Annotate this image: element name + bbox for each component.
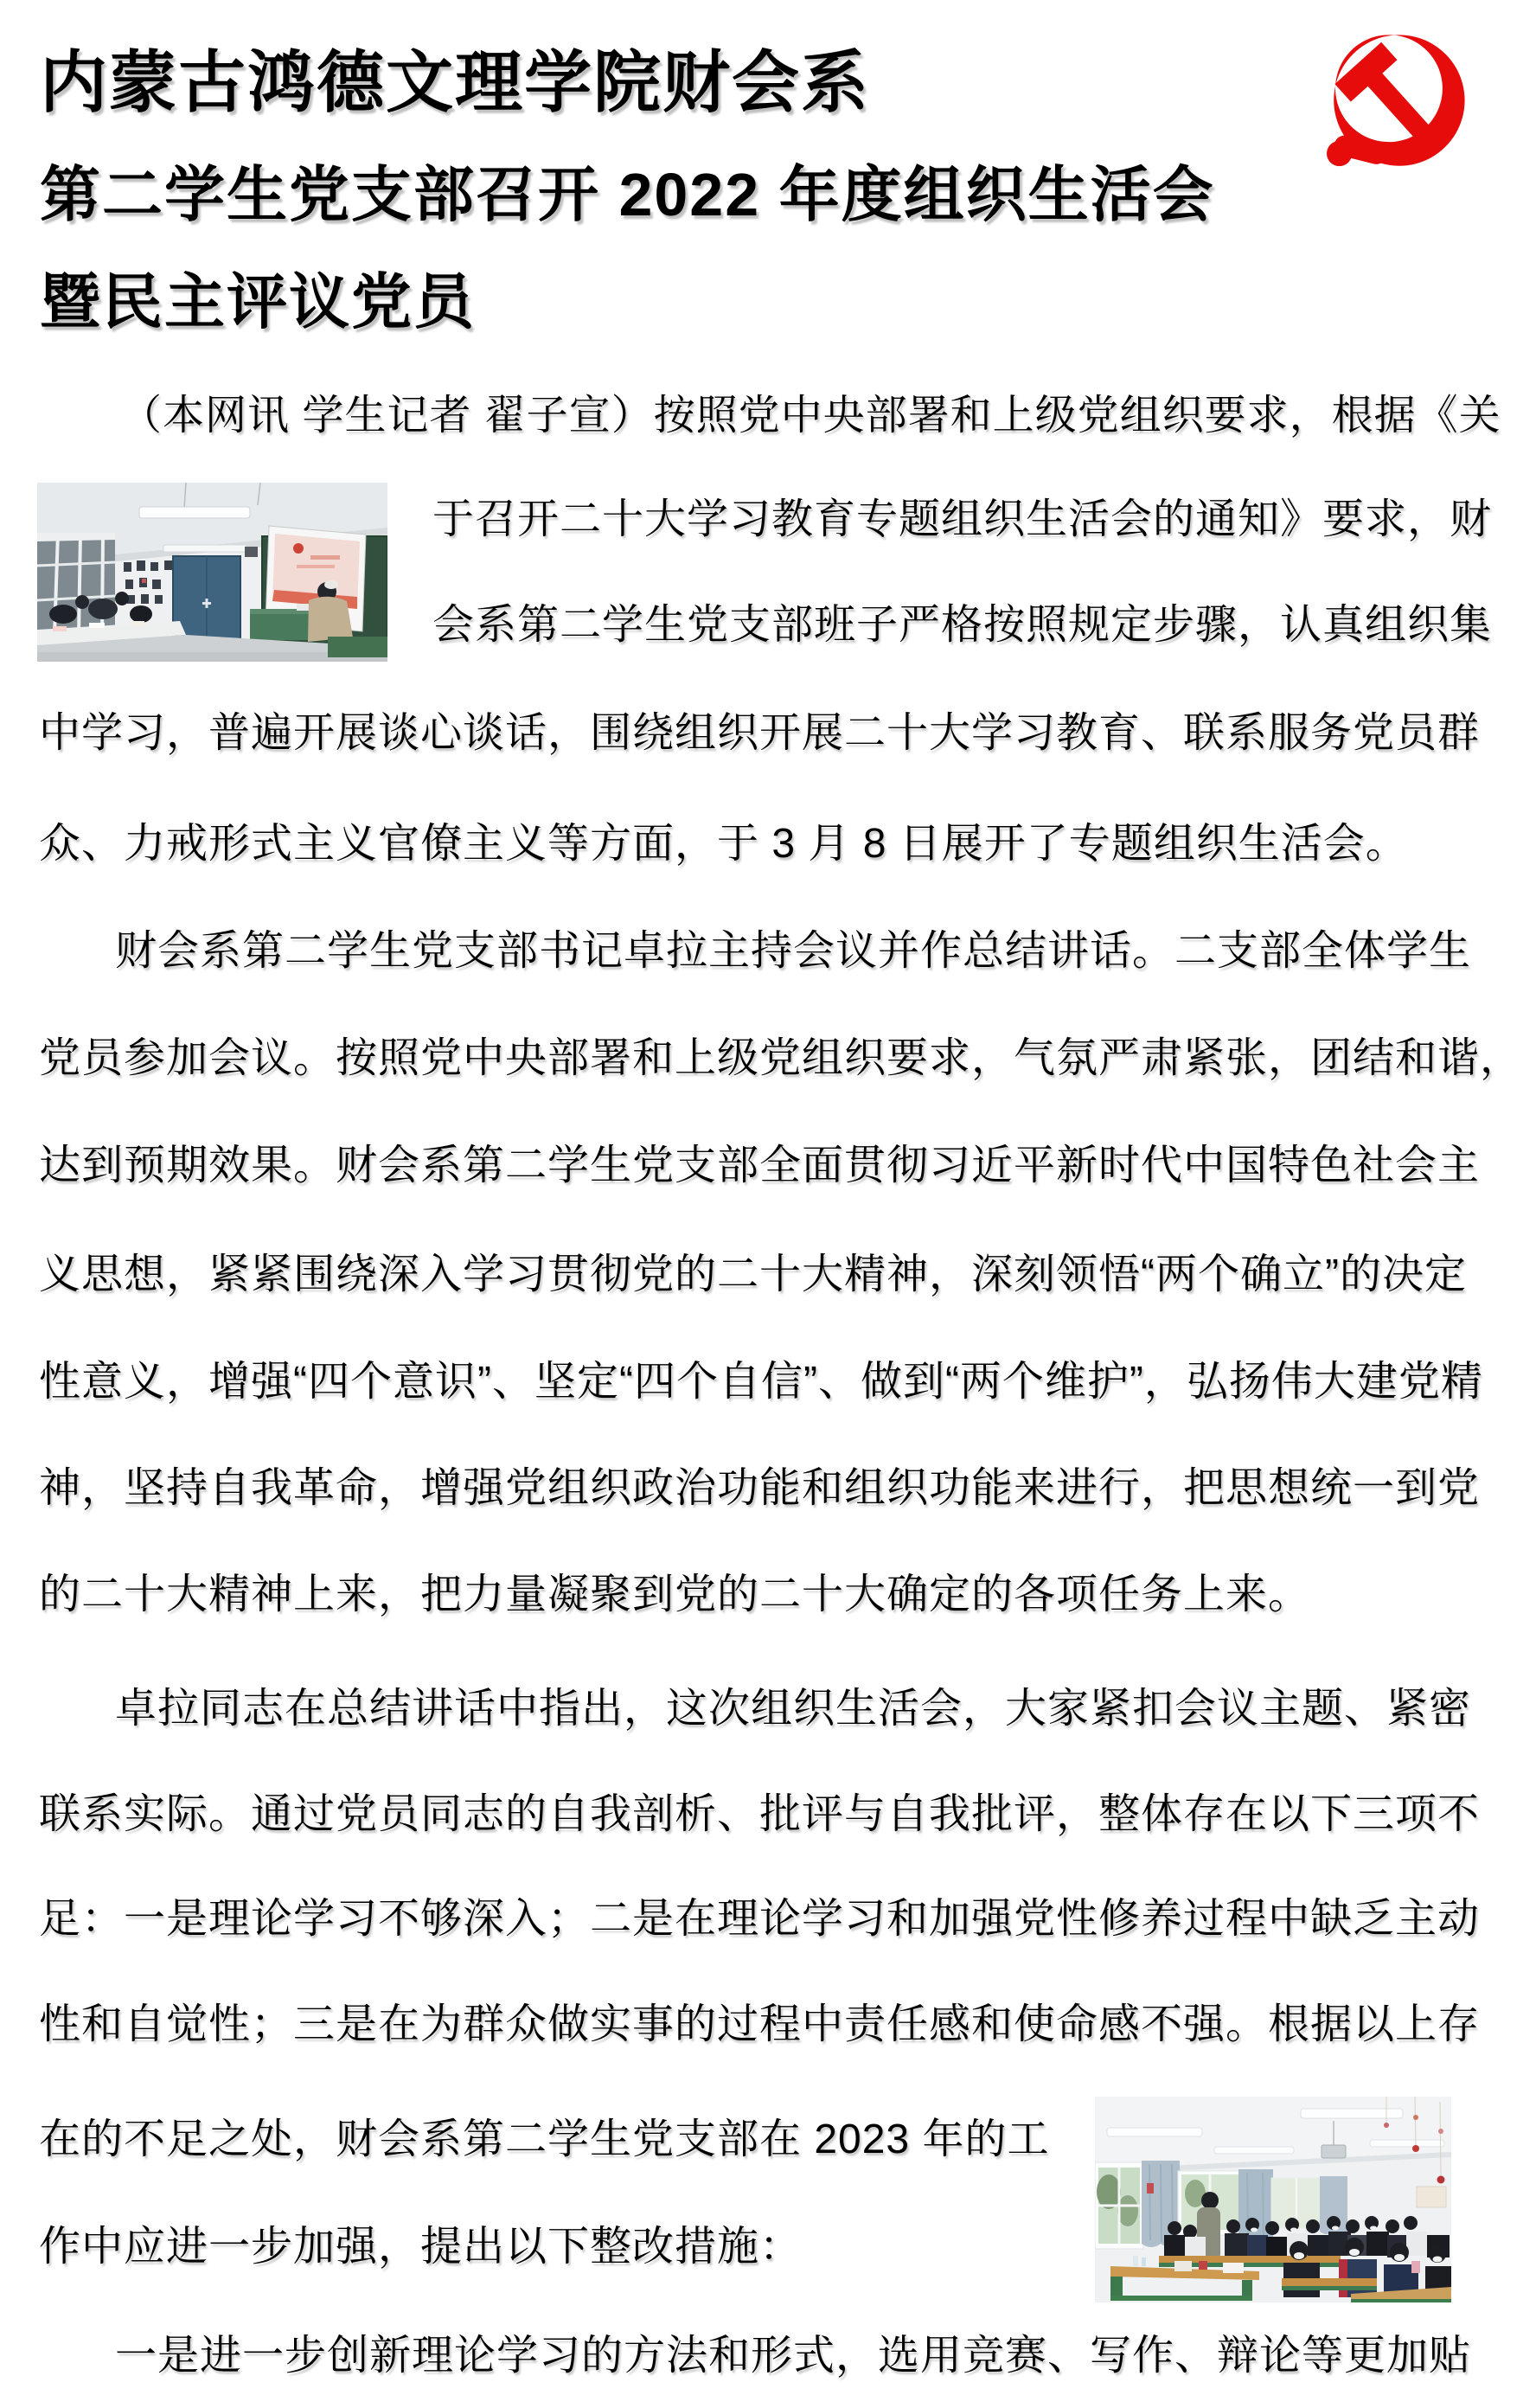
article-line-11: 神，坚持自我革命，增强党组织政治功能和组织功能来进行，把思想统一到党 [39, 1465, 1481, 1511]
article-line-13: 卓拉同志在总结讲话中指出，这次组织生活会，大家紧扣会议主题、紧密 [115, 1686, 1472, 1732]
article-line-7: 党员参加会议。按照党中央部署和上级党组织要求，气氛严肃紧张，团结和谐， [39, 1035, 1523, 1081]
article-line-3: 会系第二学生党支部班子严格按照规定步骤，认真组织集 [432, 602, 1493, 648]
article-line-17: 在的不足之处，财会系第二学生党支部在 2023 年的工 [39, 2117, 1050, 2162]
article-line-14: 联系实际。通过党员同志的自我剖析、批评与自我批评，整体存在以下三项不 [39, 1791, 1481, 1837]
article-line-15: 足：一是理论学习不够深入；二是在理论学习和加强党性修养过程中缺乏主动 [39, 1896, 1481, 1942]
page-title-line-1: 内蒙古鸿德文理学院财会系 [40, 44, 871, 120]
article-line-9: 义思想，紧紧围绕深入学习贯彻党的二十大精神，深刻领悟“两个确立”的决定 [39, 1252, 1467, 1297]
article-line-6: 财会系第二学生党支部书记卓拉主持会议并作总结讲话。二支部全体学生 [115, 928, 1472, 974]
article-line-10: 性意义，增强“四个意识”、坚定“四个自信”、做到“两个维护”，弘扬伟大建党精 [39, 1359, 1483, 1405]
article-line-2: 于召开二十大学习教育专题组织生活会的通知》要求，财 [432, 496, 1493, 542]
page-title-line-3: 暨民主评议党员 [40, 268, 476, 336]
article-line-1: （本网讯 学生记者 翟子宣）按照党中央部署和上级党组织要求，根据《关 [120, 393, 1501, 439]
photo-students-classroom [1095, 2097, 1451, 2302]
article-line-4: 中学习，普遍开展谈心谈话，围绕组织开展二十大学习教育、联系服务党员群 [39, 710, 1481, 756]
article-line-16: 性和自觉性；三是在为群众做实事的过程中责任感和使命感不强。根据以上存 [39, 2001, 1481, 2047]
article-line-18: 作中应进一步加强，提出以下整改措施： [39, 2224, 803, 2270]
photo-branch-meeting-classroom [37, 483, 387, 662]
article-line-12: 的二十大精神上来，把力量凝聚到党的二十大确定的各项任务上来。 [39, 1572, 1311, 1617]
article-line-19: 一是进一步创新理论学习的方法和形式，选用竞赛、写作、辩论等更加贴 [115, 2333, 1472, 2379]
article-line-5: 众、力戒形式主义官僚主义等方面，于 3 月 8 日展开了专题组织生活会。 [39, 821, 1408, 867]
party-emblem-icon [1322, 26, 1470, 180]
page-title-line-2: 第二学生党支部召开 2022 年度组织生活会 [40, 161, 1215, 228]
article-line-8: 达到预期效果。财会系第二学生党支部全面贯彻习近平新时代中国特色社会主 [39, 1143, 1481, 1188]
